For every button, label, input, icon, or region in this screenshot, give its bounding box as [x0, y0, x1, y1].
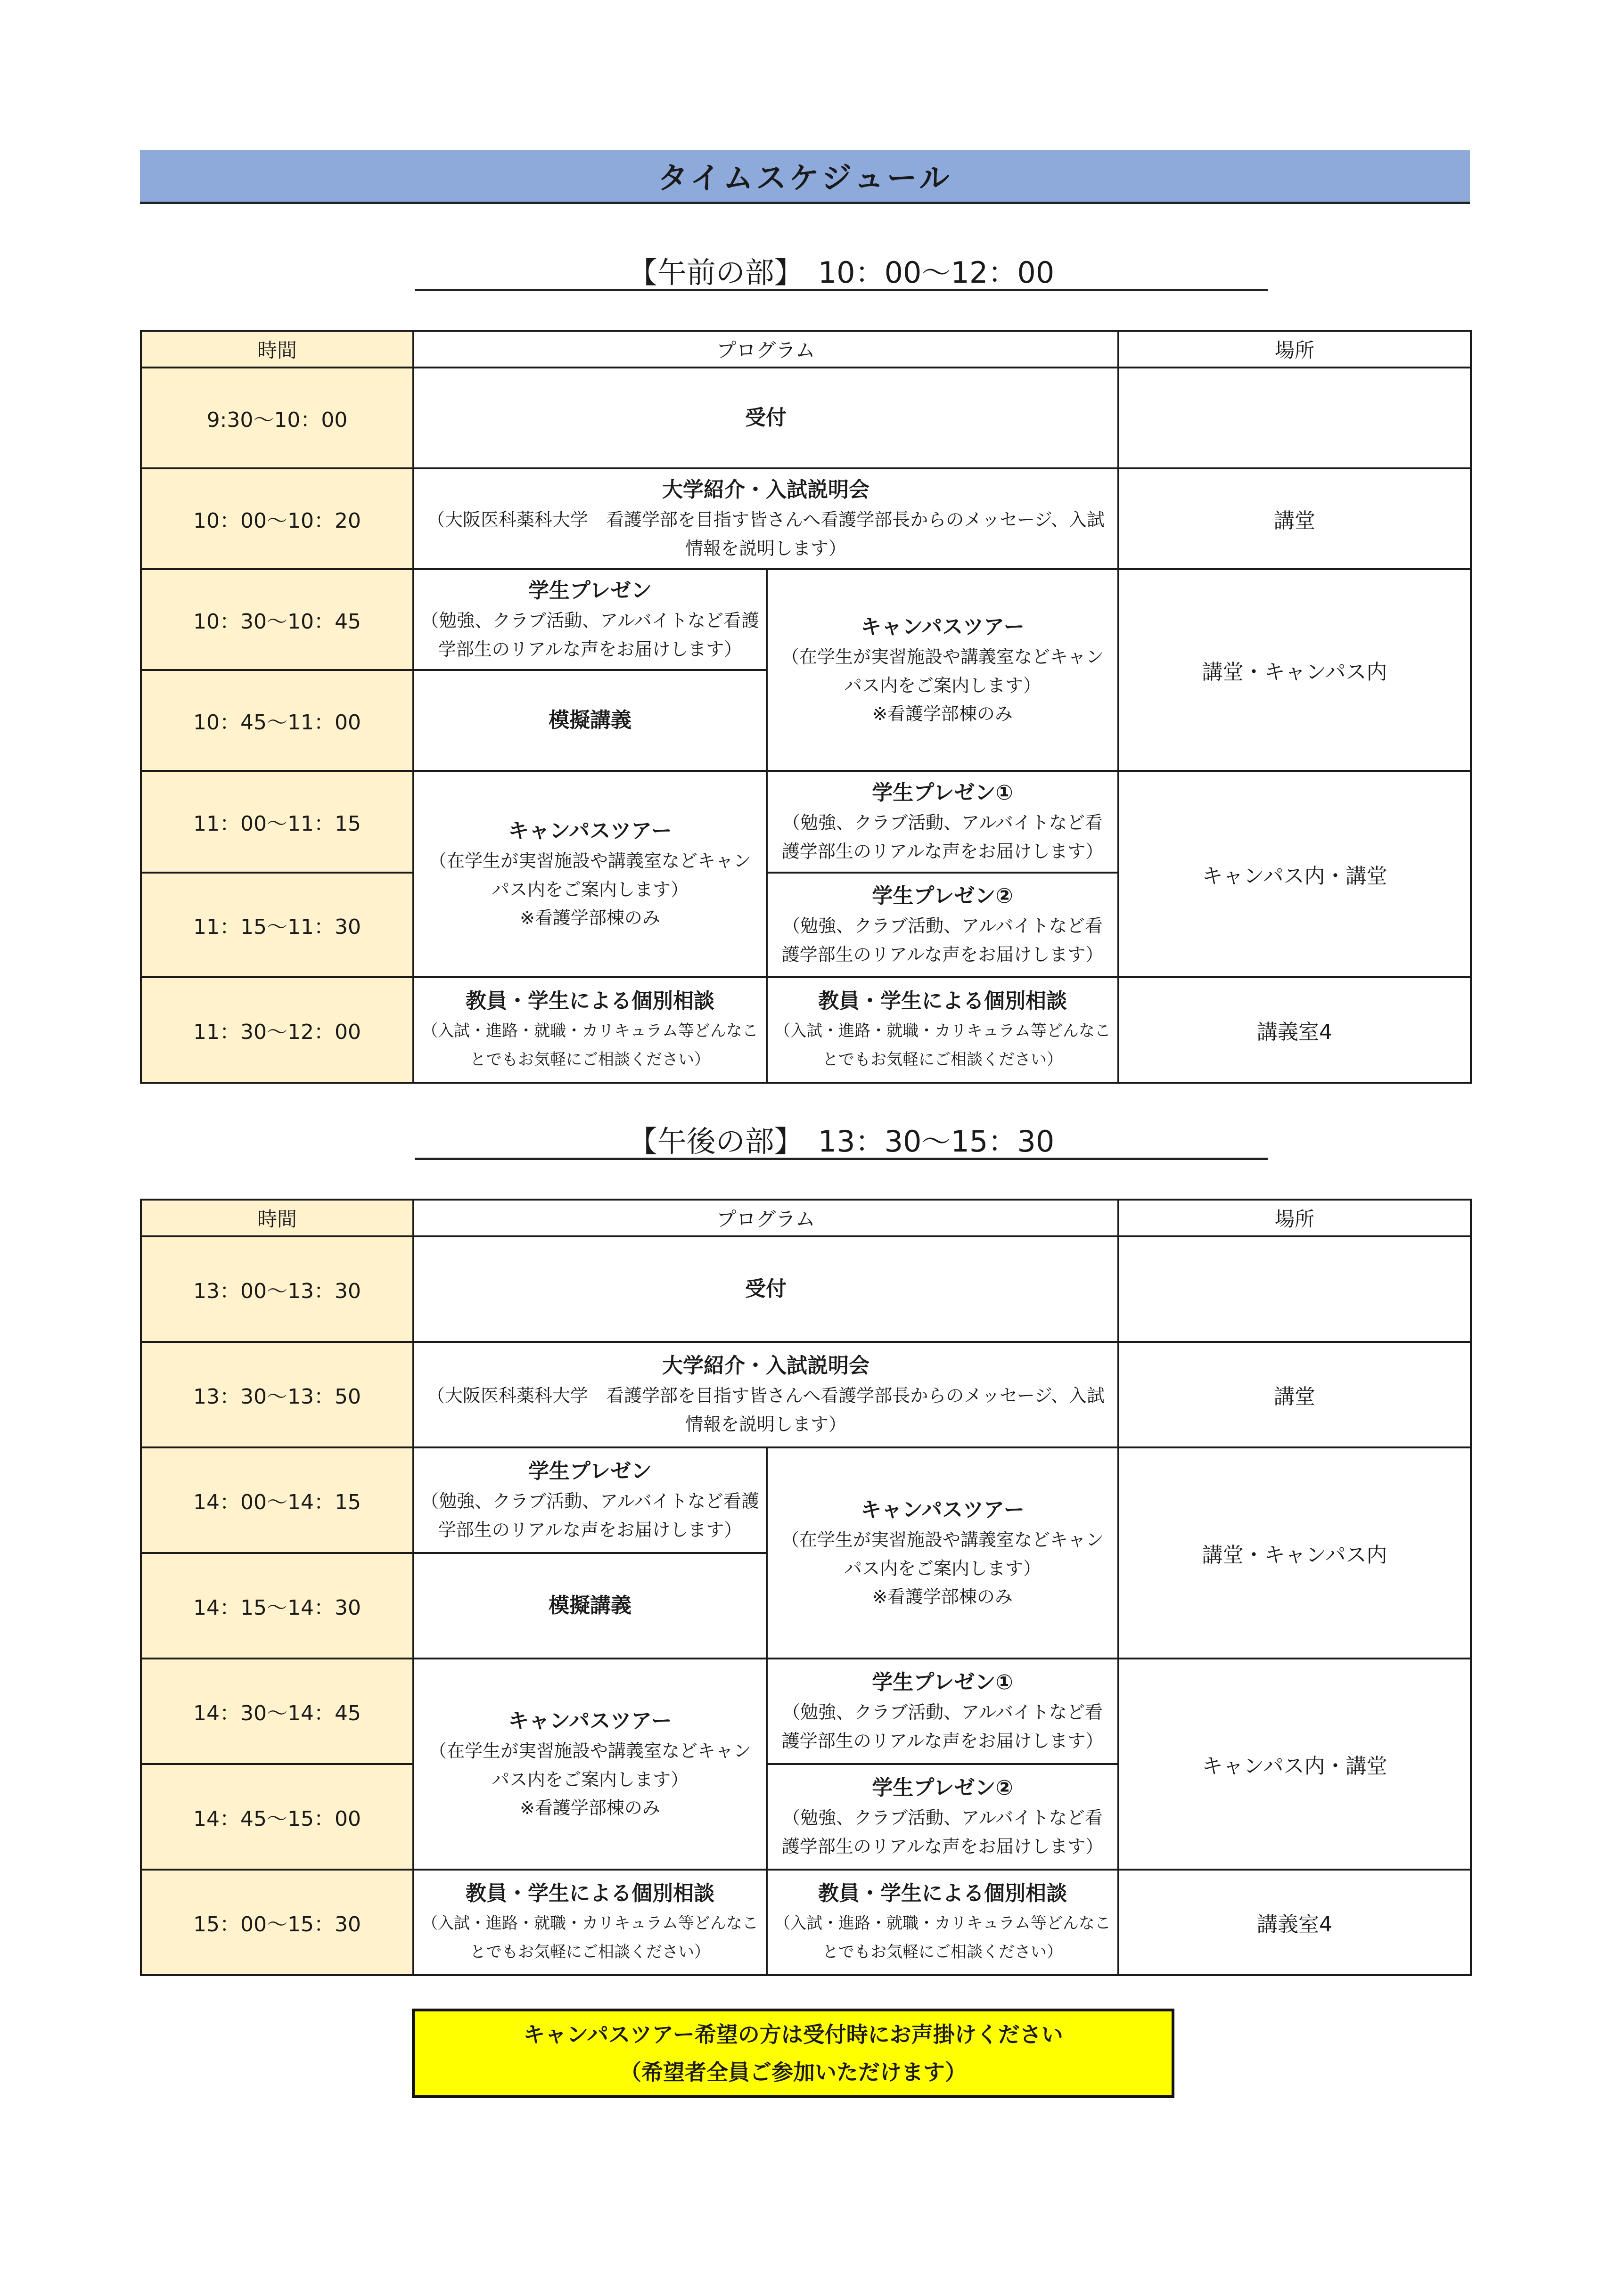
consultation-description: （入試・進路・就職・カリキュラム等どんなことでもお気軽にご相談ください） — [774, 1021, 1111, 1069]
program-intro — [413, 468, 1118, 569]
intro-title: 大学紹介・入試説明会 — [662, 478, 869, 502]
location: キャンパス内・講堂 — [1118, 1659, 1471, 1870]
presentation-2-title: 学生プレゼン② — [872, 1776, 1013, 1800]
presentation-1-title: 学生プレゼン① — [872, 781, 1013, 805]
morning-session-title: 【午前の部】 10：00〜12：00 — [415, 251, 1268, 291]
header-program: プログラム — [413, 331, 1118, 368]
program-consultation — [413, 977, 767, 1083]
presentation-description: （勉強、クラブ活動、アルバイトなど看護学部生のリアルな声をお届けします） — [781, 1807, 1104, 1857]
consultation-description: （入試・進路・就職・カリキュラム等どんなことでもお気軽にご相談ください） — [422, 1021, 758, 1069]
time-slot: 14：45〜15：00 — [141, 1764, 413, 1870]
tour-description: （在学生が実習施設や講義室などキャンパス内をご案内します） — [428, 850, 751, 900]
intro-description: （大阪医科薬科大学 看護学部を目指す皆さんへ看護学部長からのメッセージ、入試情報を説明します） — [427, 1385, 1105, 1435]
afternoon-session-title: 【午後の部】 13：30〜15：30 — [415, 1120, 1268, 1160]
time-slot: 14：00〜14：15 — [141, 1447, 413, 1553]
program-campus-tour — [767, 569, 1118, 771]
program-campus-tour — [413, 771, 767, 977]
presentation-description: （勉強、クラブ活動、アルバイトなど看護学部生のリアルな声をお届けします） — [421, 610, 759, 660]
consultation-title: 教員・学生による個別相談 — [466, 1881, 714, 1905]
location: 講堂・キャンパス内 — [1118, 569, 1471, 771]
mock-lecture-title: 模擬講義 — [549, 708, 632, 732]
location: 講堂 — [1118, 468, 1471, 569]
location: 講堂・キャンパス内 — [1118, 1447, 1471, 1659]
header-program: プログラム — [413, 1200, 1118, 1236]
tour-title: キャンパスツアー — [508, 1708, 672, 1733]
consultation-title: 教員・学生による個別相談 — [466, 989, 714, 1013]
intro-title: 大学紹介・入試説明会 — [662, 1354, 869, 1378]
header-time: 時間 — [141, 331, 413, 368]
time-slot: 11：30〜12：00 — [141, 977, 413, 1083]
campus-tour-notice — [412, 2009, 1174, 2098]
tour-note: ※看護学部棟のみ — [872, 703, 1013, 725]
program-consultation — [767, 1870, 1118, 1975]
consultation-description: （入試・進路・就職・カリキュラム等どんなことでもお気軽にご相談ください） — [774, 1913, 1111, 1961]
program-campus-tour — [767, 1447, 1118, 1659]
time-slot: 10：30〜10：45 — [141, 569, 413, 670]
location: キャンパス内・講堂 — [1118, 771, 1471, 977]
tour-description: （在学生が実習施設や講義室などキャンパス内をご案内します） — [428, 1740, 751, 1790]
location: 講義室4 — [1118, 1870, 1471, 1975]
program-reception — [413, 368, 1118, 468]
presentation-description: （勉強、クラブ活動、アルバイトなど看護学部生のリアルな声をお届けします） — [781, 1702, 1104, 1751]
presentation-description: （勉強、クラブ活動、アルバイトなど看護学部生のリアルな声をお届けします） — [781, 812, 1104, 862]
tour-note: ※看護学部棟のみ — [520, 1798, 660, 1819]
reception-label: 受付 — [745, 406, 787, 430]
presentation-2-title: 学生プレゼン② — [872, 884, 1013, 908]
consultation-description: （入試・進路・就職・カリキュラム等どんなことでもお気軽にご相談ください） — [422, 1913, 758, 1961]
afternoon-schedule-table — [140, 1199, 1472, 1976]
program-presentation — [413, 569, 767, 670]
notice-line-2: （希望者全員ご参加いただけます） — [620, 2059, 967, 2085]
tour-title: キャンパスツアー — [861, 614, 1025, 639]
intro-description: （大阪医科薬科大学 看護学部を目指す皆さんへ看護学部長からのメッセージ、入試情報を説明します） — [427, 509, 1105, 559]
time-slot: 10：00〜10：20 — [141, 468, 413, 569]
program-intro — [413, 1342, 1118, 1447]
consultation-title: 教員・学生による個別相談 — [818, 989, 1067, 1013]
presentation-1-title: 学生プレゼン① — [872, 1670, 1013, 1695]
location-empty — [1118, 1236, 1471, 1342]
tour-description: （在学生が実習施設や講義室などキャンパス内をご案内します） — [781, 646, 1104, 696]
program-mock-lecture — [413, 670, 767, 771]
morning-schedule-table — [140, 330, 1472, 1084]
program-presentation-2 — [767, 1764, 1118, 1870]
program-presentation-1 — [767, 771, 1118, 873]
tour-description: （在学生が実習施設や講義室などキャンパス内をご案内します） — [781, 1529, 1104, 1579]
tour-title: キャンパスツアー — [508, 818, 672, 843]
time-slot: 13：30〜13：50 — [141, 1342, 413, 1447]
location: 講堂 — [1118, 1342, 1471, 1447]
program-campus-tour — [413, 1659, 767, 1870]
header-location: 場所 — [1118, 1200, 1471, 1236]
location: 講義室4 — [1118, 977, 1471, 1083]
presentation-description: （勉強、クラブ活動、アルバイトなど看護学部生のリアルな声をお届けします） — [781, 915, 1104, 965]
time-slot: 10：45〜11：00 — [141, 670, 413, 771]
header-time: 時間 — [141, 1200, 413, 1236]
reception-label: 受付 — [745, 1277, 787, 1301]
program-presentation-2 — [767, 873, 1118, 977]
program-presentation — [413, 1447, 767, 1553]
presentation-title: 学生プレゼン — [528, 579, 652, 603]
page-title: タイムスケジュール — [140, 150, 1470, 204]
program-presentation-1 — [767, 1659, 1118, 1764]
time-slot: 9:30〜10：00 — [141, 368, 413, 468]
tour-note: ※看護学部棟のみ — [872, 1586, 1013, 1608]
program-consultation — [767, 977, 1118, 1083]
tour-title: キャンパスツアー — [861, 1497, 1025, 1522]
program-mock-lecture — [413, 1553, 767, 1659]
time-slot: 14：15〜14：30 — [141, 1553, 413, 1659]
time-slot: 11：15〜11：30 — [141, 873, 413, 977]
time-slot: 11：00〜11：15 — [141, 771, 413, 873]
presentation-title: 学生プレゼン — [528, 1459, 652, 1484]
program-reception — [413, 1236, 1118, 1342]
time-slot: 13：00〜13：30 — [141, 1236, 413, 1342]
time-slot: 14：30〜14：45 — [141, 1659, 413, 1764]
location-empty — [1118, 368, 1471, 468]
presentation-description: （勉強、クラブ活動、アルバイトなど看護学部生のリアルな声をお届けします） — [421, 1491, 759, 1540]
mock-lecture-title: 模擬講義 — [549, 1593, 632, 1618]
time-slot: 15：00〜15：30 — [141, 1870, 413, 1975]
header-location: 場所 — [1118, 331, 1471, 368]
consultation-title: 教員・学生による個別相談 — [818, 1881, 1067, 1905]
program-consultation — [413, 1870, 767, 1975]
tour-note: ※看護学部棟のみ — [520, 907, 660, 929]
notice-line-1: キャンパスツアー希望の方は受付時にお声掛けください — [523, 2021, 1063, 2047]
